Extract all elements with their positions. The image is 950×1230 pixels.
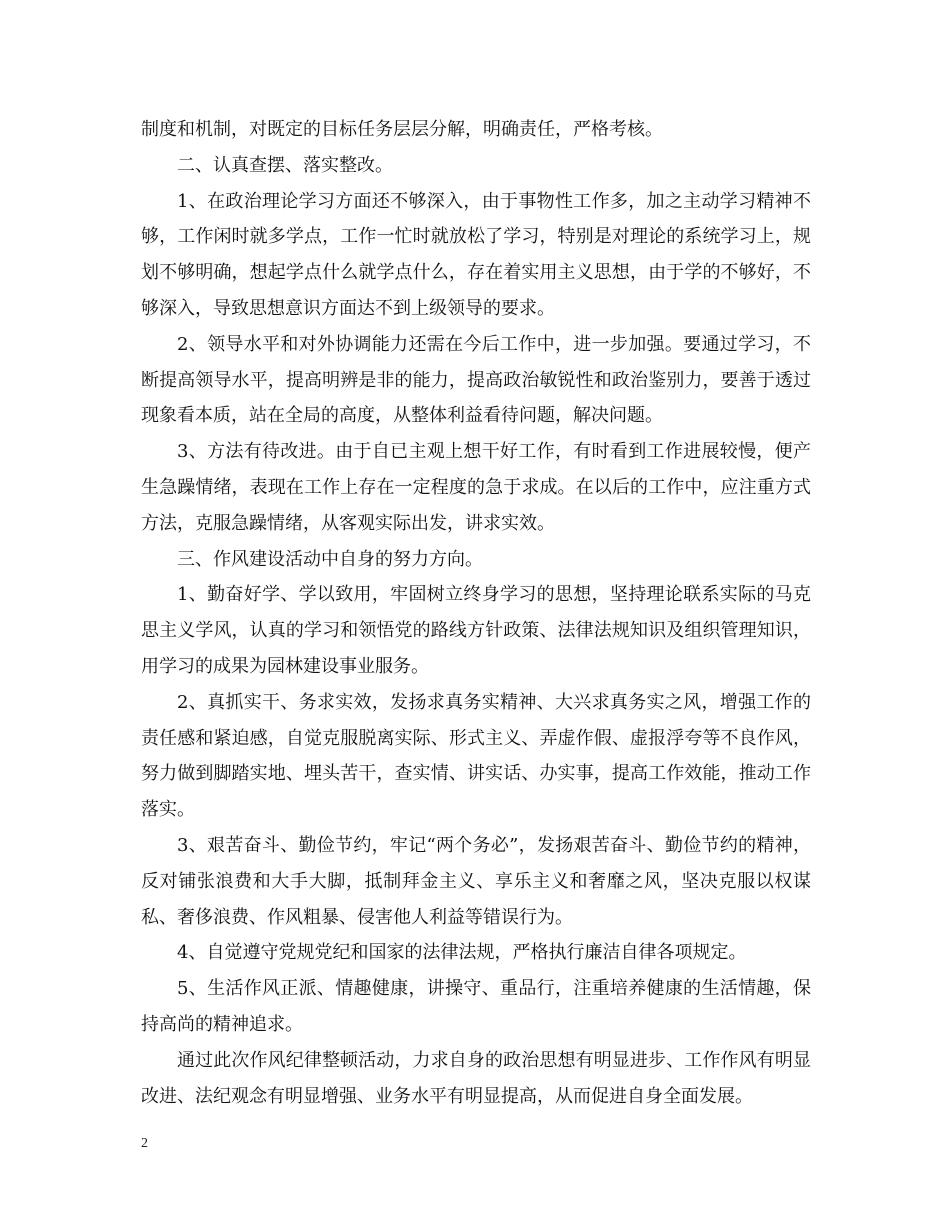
paragraph: 2、真抓实干、务求实效，发扬求真务实精神、大兴求真务实之风，增强工作的责任感和紧迫感，自觉克服脱离实际、形式主义、弄虚作假、虚报浮夸等不良作风，努力做到脚踏实地、埋头苦干，查实情、讲实话、办实事，提高工作效能，推动工作落实。 (141, 691, 811, 821)
document-body (141, 112, 811, 1114)
paragraph: 4、自觉遵守党规党纪和国家的法律法规，严格执行廉洁自律各项规定。 (177, 942, 747, 964)
paragraph: 3、方法有待改进。由于自已主观上想干好工作，有时看到工作进展较慢，便产生急躁情绪，表现在工作上存在一定程度的急于求成。在以后的工作中，应注重方式方法，克服急躁情绪，从客观实际出发，讲求实效。 (141, 441, 811, 534)
section-heading-3: 三、作风建设活动中自身的努力方向。 (177, 548, 483, 570)
paragraph: 5、生活作风正派、情趣健康，讲操守、重品行，注重培养健康的生活情趣，保持高尚的精神追求。 (141, 978, 811, 1035)
paragraph: 1、在政治理论学习方面还不够深入，由于事物性工作多，加之主动学习精神不够，工作闲时就多学点，工作一忙时就放松了学习，特别是对理论的系统学习上，规划不够明确，想起学点什么就学点什么，存在着实用主义思想，由于学的不够好，不够深入，导致思想意识方面达不到上级领导的要求。 (141, 190, 811, 319)
paragraph: 1、勤奋好学、学以致用，牢固树立终身学习的思想，坚持理论联系实际的马克思主义学风，认真的学习和领悟党的路线方针政策、法律法规知识及组织管理知识，用学习的成果为园林建设事业服务。 (141, 584, 811, 677)
paragraph: 3、艰苦奋斗、勤俭节约，牢记“两个务必”，发扬艰苦奋斗、勤俭节约的精神，反对铺张浪费和大手大脚，抵制拜金主义、享乐主义和奢靡之风，坚决克服以权谋私、奢侈浪费、作风粗暴、侵害他人利益等错误行为。 (141, 834, 811, 928)
section-heading-2: 二、认真查摆、落实整改。 (177, 154, 393, 176)
paragraph: 2、领导水平和对外协调能力还需在今后工作中，进一步加强。要通过学习，不断提高领导水平，提高明辨是非的能力，提高政治敏锐性和政治鉴别力，要善于透过现象看本质，站在全局的高度，从整体利益看待问题，解决问题。 (141, 333, 811, 427)
page-number: 2 (141, 1136, 148, 1151)
paragraph-continuation: 制度和机制，对既定的目标任务层层分解，明确责任，严格考核。 (141, 119, 663, 140)
paragraph: 通过此次作风纪律整顿活动，力求自身的政治思想有明显进步、工作作风有明显改进、法纪观念有明显增强、业务水平有明显提高，从而促进自身全面发展。 (141, 1049, 811, 1107)
